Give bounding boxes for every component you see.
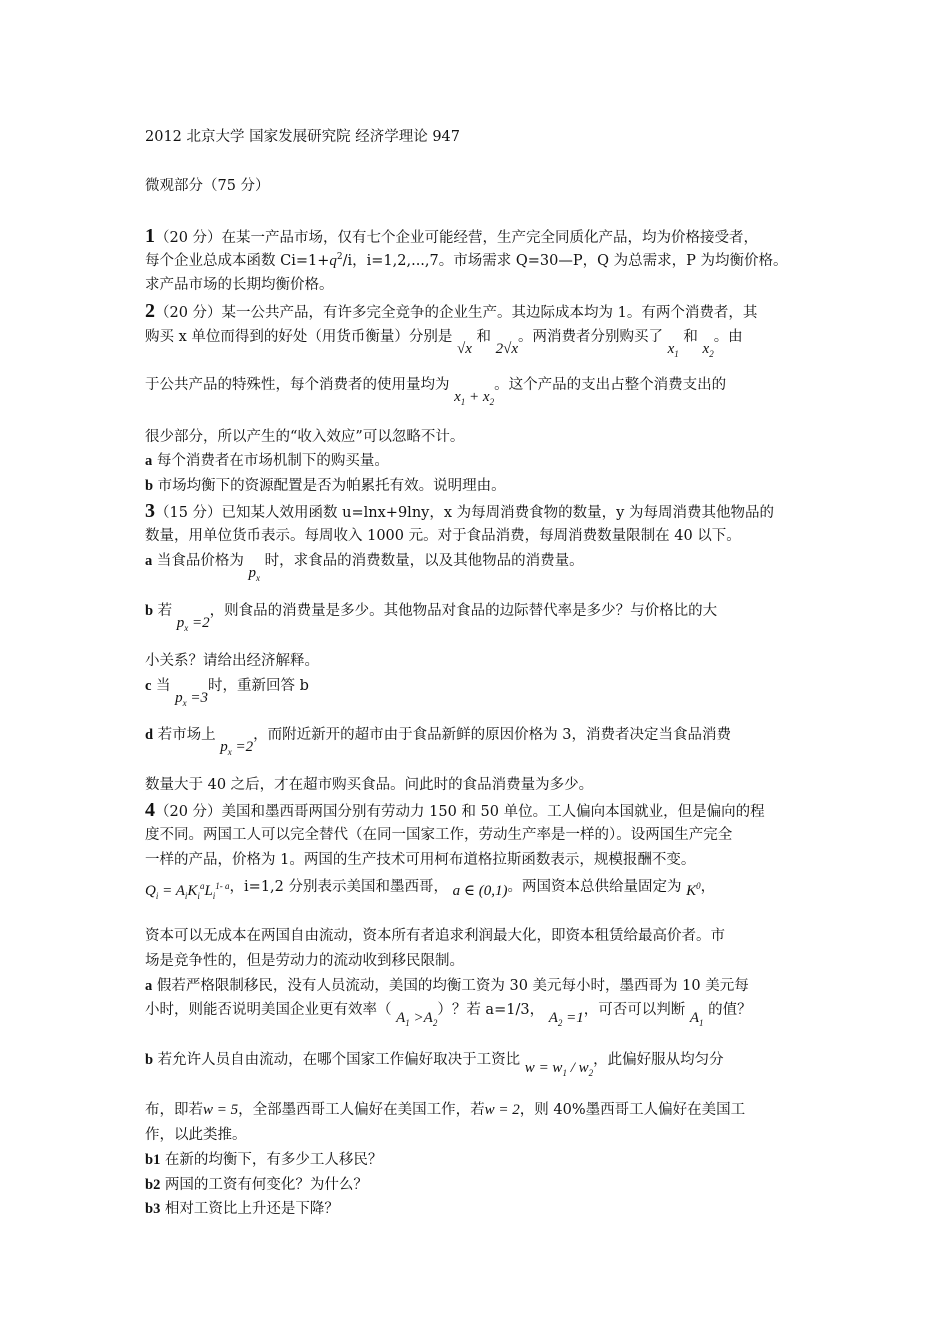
q4-part-b-cont2: 作，以此类推。 <box>145 1127 247 1143</box>
section-heading: 微观部分（75 分） <box>145 178 270 194</box>
q4-number: 4 <box>145 799 155 821</box>
q3-part-a: a 当食品价格为 $p_x$ 时，求食品的消费数量，以及其他物品的消费量。 <box>145 553 584 583</box>
q2-line2: 购买 x 单位而得到的好处（用货币衡量）分别是 √x 和 2√x。两消费者分别购买了 $x_1$ 和 $x_2$。由 <box>145 329 743 359</box>
document-title: 2012 北京大学 国家发展研究院 经济学理论 947 <box>145 129 461 145</box>
q3-line2: 数量，用单位货币表示。每周收入 1000 元。对于食品消费，每周消费数量限制在 40 以下。 <box>145 528 741 544</box>
q4-part-b: b 若允许人员自由流动，在哪个国家工作偏好取决于工资比 $w = w_1 / w_2$，此偏好服从均匀分 <box>145 1052 724 1078</box>
q3-part-c: c 当 $p_x =3$时，重新回答 b <box>145 678 309 708</box>
a1-symbol: $A_1$ <box>689 1010 704 1028</box>
x1-symbol: $x_1$ <box>667 341 679 359</box>
q4-line6: 场是竞争性的，但是劳动力的流动收到移民限制。 <box>145 953 464 969</box>
q4-part-a: a 假若严格限制移民，没有人员流动，美国的均衡工资为 30 美元每小时，墨西哥为 10 美元每 <box>145 978 749 994</box>
k0-symbol: $K^0$ <box>686 881 701 899</box>
q2-number: 2 <box>145 300 155 322</box>
q4-line5: 资本可以无成本在两国自由流动，资本所有者追求利润最大化，即资本租赁给最高价者。市 <box>145 928 725 944</box>
q3-part-d-cont: 数量大于 40 之后，才在超市购买食品。问此时的食品消费量为多少。 <box>145 777 594 793</box>
x1-plus-x2: $x_1 + x_2$ <box>454 389 495 407</box>
q4-line1: 4（20 分）美国和墨西哥两国分别有劳动力 150 和 50 单位。工人偏向本国就业，但是偏向的程 <box>145 799 765 821</box>
q4-line2: 度不同。两国工人可以完全替代（在同一国家工作，劳动生产率是一样的）。设两国生产完全 <box>145 827 733 843</box>
q4-part-b2: b2 两国的工资有何变化？为什么？ <box>145 1177 368 1193</box>
sqrt-x-2: 2√x <box>495 341 519 357</box>
q3-part-d: d 若市场上 $p_x =2$，而附近新开的超市由于食品新鲜的原因价格为 3，消费者决定当食品消费 <box>145 727 732 757</box>
q2-line4: 很少部分，所以产生的“收入效应”可以忽略不计。 <box>145 429 465 445</box>
q2-part-a: a 每个消费者在市场机制下的购买量。 <box>145 453 389 469</box>
alpha-range: a ∈ (0,1) <box>452 883 508 899</box>
q4-formula-line: $Q_i = A_iK_i^aL_i^{1- a}$，i=1,2 分别表示美国和墨西哥， a ∈ (0,1)。两国资本总供给量固定为 $K^0$， <box>145 879 716 901</box>
q2-line1: 2（20 分）某一公共产品，有许多完全竞争的企业生产。其边际成本均为 1。有两个消费者，其 <box>145 300 758 322</box>
q4-part-b3: b3 相对工资比上升还是下降？ <box>145 1201 339 1217</box>
q2-part-b: b 市场均衡下的资源配置是否为帕累托有效。说明理由。 <box>145 478 506 494</box>
px-eq-2-d: $p_x =2$ <box>220 739 254 757</box>
wage-ratio: $w = w_1 / w_2$ <box>524 1060 594 1078</box>
q1-line1: 1（20 分）在某一产品市场，仅有七个企业可能经营，生产完全同质化产品，均为价格接受者， <box>145 225 759 247</box>
px-symbol: $p_x$ <box>248 565 260 583</box>
w-eq-5: w = 5 <box>203 1102 239 1118</box>
cobb-douglas-formula: $Q_i = A_iK_i^aL_i^{1- a}$ <box>145 881 230 901</box>
q4-part-b-cont: 布，即若w = 5，全部墨西哥工人偏好在美国工作，若w = 2，则 40%墨西哥工人偏好在美国工 <box>145 1102 746 1118</box>
x2-symbol: $x_2$ <box>702 341 714 359</box>
px-eq-2: $p_x =2$ <box>176 615 210 633</box>
q2-line3: 于公共产品的特殊性，每个消费者的使用量均为 $x_1 + x_2$。这个产品的支出占整个消费支出的 <box>145 377 727 407</box>
q3-number: 3 <box>145 500 155 522</box>
sqrt-x-1: √x <box>457 341 472 357</box>
a2-eq-1: $A_2 =1$ <box>548 1010 584 1028</box>
q1-number: 1 <box>145 225 155 247</box>
q4-line3: 一样的产品，价格为 1。两国的生产技术可用柯布道格拉斯函数表示，规模报酬不变。 <box>145 852 696 868</box>
w-eq-2: w = 2 <box>484 1102 520 1118</box>
q1-line3: 求产品市场的长期均衡价格。 <box>145 277 334 293</box>
q4-part-b1: b1 在新的均衡下，有多少工人移民？ <box>145 1152 383 1168</box>
q4-part-a-cont: 小时，则能否说明美国企业更有效率（ $A_1 >A_2$）？若 a=1/3， $A_2 =1$，可否可以判断 $A_1$ 的值？ <box>145 1002 752 1028</box>
q3-part-b: b 若 $p_x =2$，则食品的消费量是多少。其他物品对食品的边际替代率是多少？与价格比的大 <box>145 603 718 633</box>
px-eq-3: $p_x =3$ <box>175 690 209 708</box>
q3-part-b-cont: 小关系？请给出经济解释。 <box>145 653 319 669</box>
q3-line1: 3（15 分）已知某人效用函数 u=lnx+9lny，x 为每周消费食物的数量，y 为每周消费其他物品的 <box>145 500 774 522</box>
a1-gt-a2: $A_1 >A_2$ <box>396 1010 438 1028</box>
q1-line2: 每个企业总成本函数 $Ci=1+q^2/i$，i=1,2,...,7。市场需求 Q=30—P，Q 为总需求，P 为均衡价格。 <box>145 252 788 269</box>
